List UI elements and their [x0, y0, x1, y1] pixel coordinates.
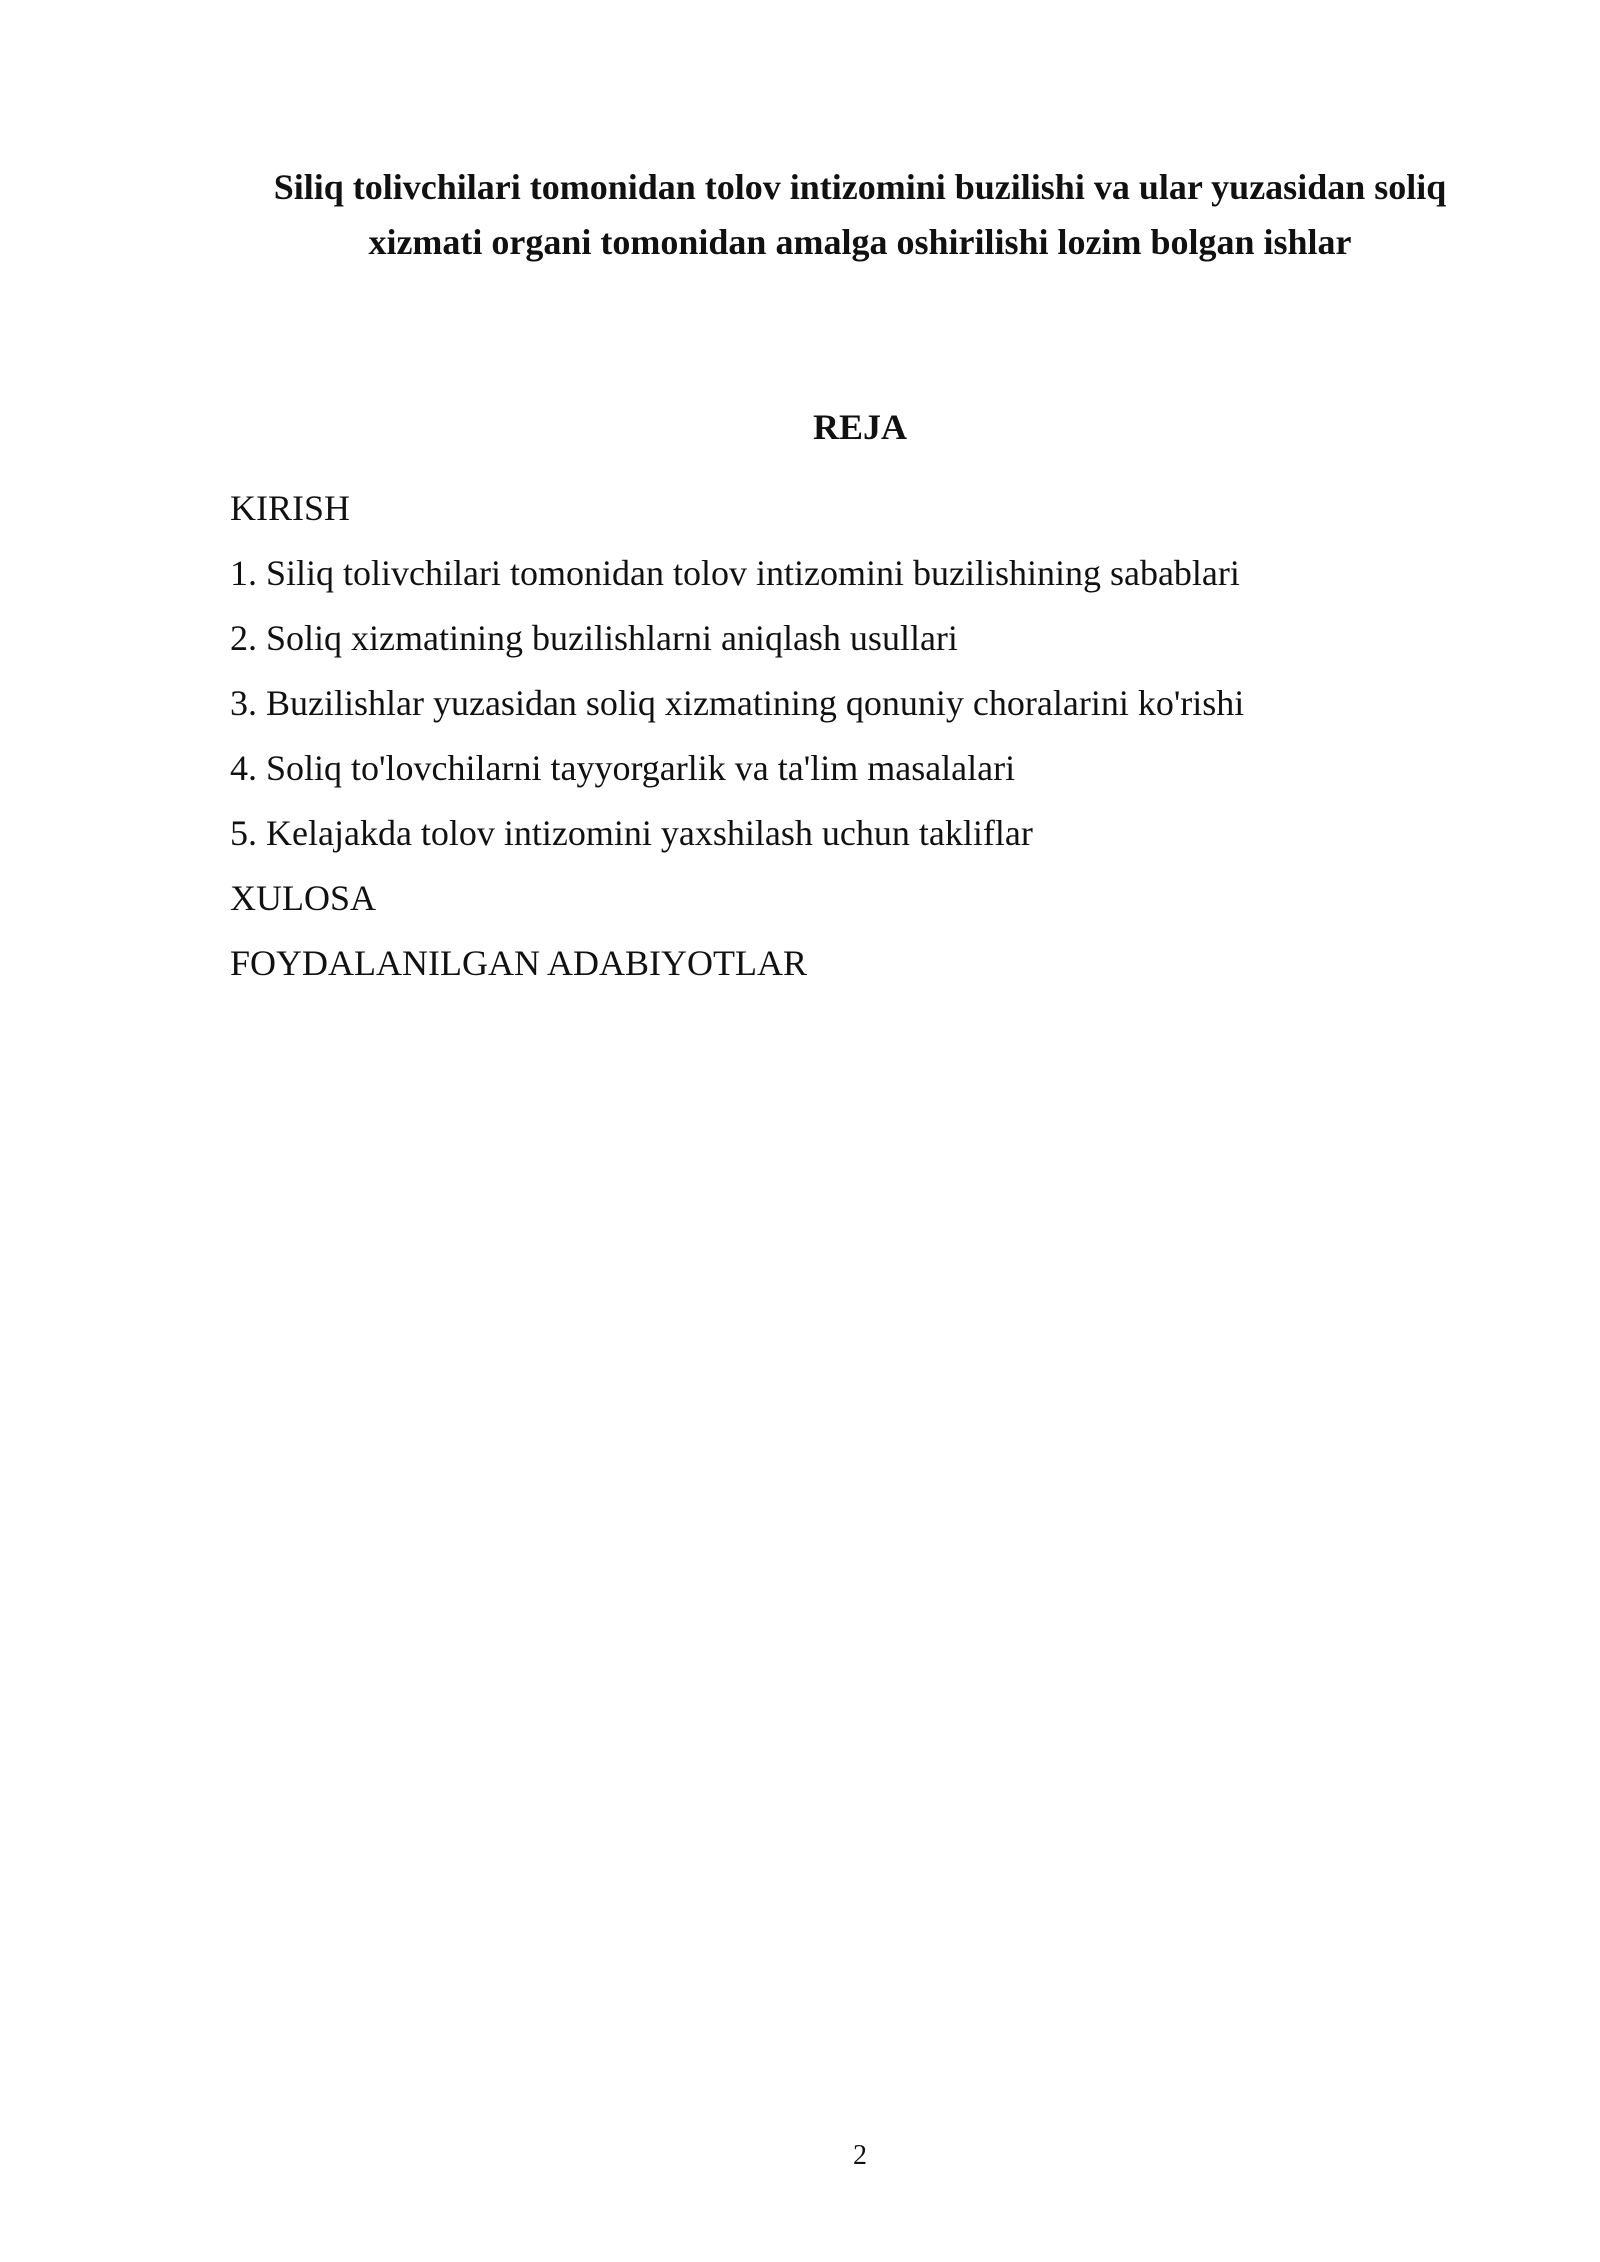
plan-item-5: 5. Kelajakda tolov intizomini yaxshilash uchun takliflar	[230, 813, 1033, 853]
plan-item-introduction: KIRISH	[230, 488, 351, 528]
plan-item-3: 3. Buzilishlar yuzasidan soliq xizmatining qonuniy choralarini ko'rishi	[230, 683, 1245, 723]
plan-item-conclusion: XULOSA	[230, 878, 377, 918]
document-title	[215, 160, 1505, 270]
plan-item-4: 4. Soliq to'lovchilarni tayyorgarlik va ta'lim masalalari	[230, 748, 1016, 788]
page-number: 2	[853, 2140, 867, 2171]
document-title-line-1: Siliq tolivchilari tomonidan tolov intizomini buzilishi va ular yuzasidan soliq	[273, 167, 1447, 207]
plan-item-references: FOYDALANILGAN ADABIYOTLAR	[230, 943, 807, 983]
plan-heading: REJA	[812, 407, 907, 447]
plan-list	[230, 476, 1244, 996]
plan-item-2: 2. Soliq xizmatining buzilishlarni aniqlash usullari	[230, 618, 958, 658]
document-title-line-2: xizmati organi tomonidan amalga oshirilishi lozim bolgan ishlar	[368, 222, 1352, 262]
plan-item-1: 1. Siliq tolivchilari tomonidan tolov intizomini buzilishining sabablari	[230, 553, 1240, 593]
